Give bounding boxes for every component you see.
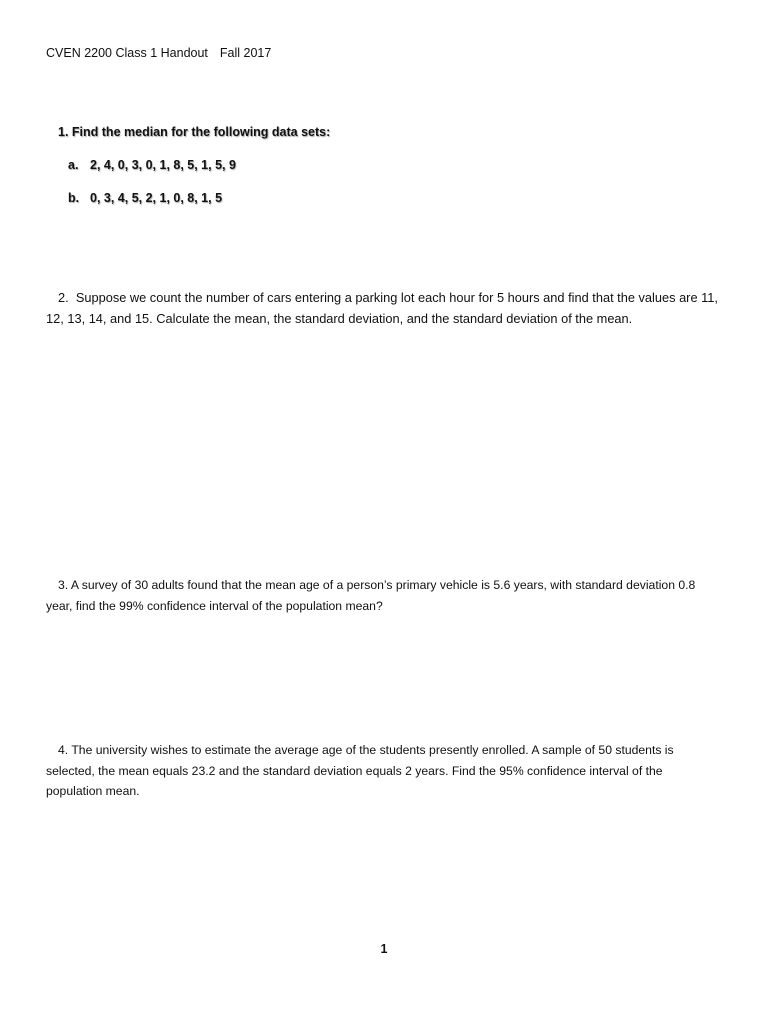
question-4-text: The university wishes to estimate the average age of the students presently enrolled. A sample of 50 students is selected, the mean equals 23.2 and the standard deviation equals 2 years. Find the 95% confidence interval of the population mean.	[46, 743, 674, 798]
question-3-number: 3.	[58, 578, 69, 592]
question-2-number: 2.	[58, 290, 69, 305]
question-4	[46, 740, 722, 802]
question-2	[46, 288, 722, 329]
question-1-item-b	[68, 191, 222, 205]
question-2-text: Suppose we count the number of cars entering a parking lot each hour for 5 hours and find that the values are 11, 12, 13, 14, and 15. Calculate the mean, the standard deviation, and the standard deviation of the mean.	[46, 290, 718, 326]
question-1-item-a	[68, 158, 236, 172]
item-b-values: 0, 3, 4, 5, 2, 1, 0, 8, 1, 5	[90, 191, 223, 205]
question-1-number: 1.	[58, 125, 69, 139]
item-a-letter: a.	[68, 158, 79, 172]
term-label: Fall 2017	[219, 46, 272, 60]
item-a-values: 2, 4, 0, 3, 0, 1, 8, 5, 1, 5, 9	[90, 158, 236, 172]
question-1-text: Find the median for the following data sets:	[71, 125, 331, 139]
document-header	[46, 46, 271, 60]
question-3	[46, 575, 722, 616]
item-b-letter: b.	[68, 191, 80, 205]
question-1	[58, 125, 330, 139]
page-number: 1	[380, 942, 388, 956]
course-title: CVEN 2200 Class 1 Handout	[46, 46, 208, 60]
question-4-number: 4.	[58, 743, 69, 757]
question-3-text: A survey of 30 adults found that the mean age of a person’s primary vehicle is 5.6 years, with standard deviation 0.8 year, find the 99% confidence interval of the population mean?	[46, 578, 696, 613]
